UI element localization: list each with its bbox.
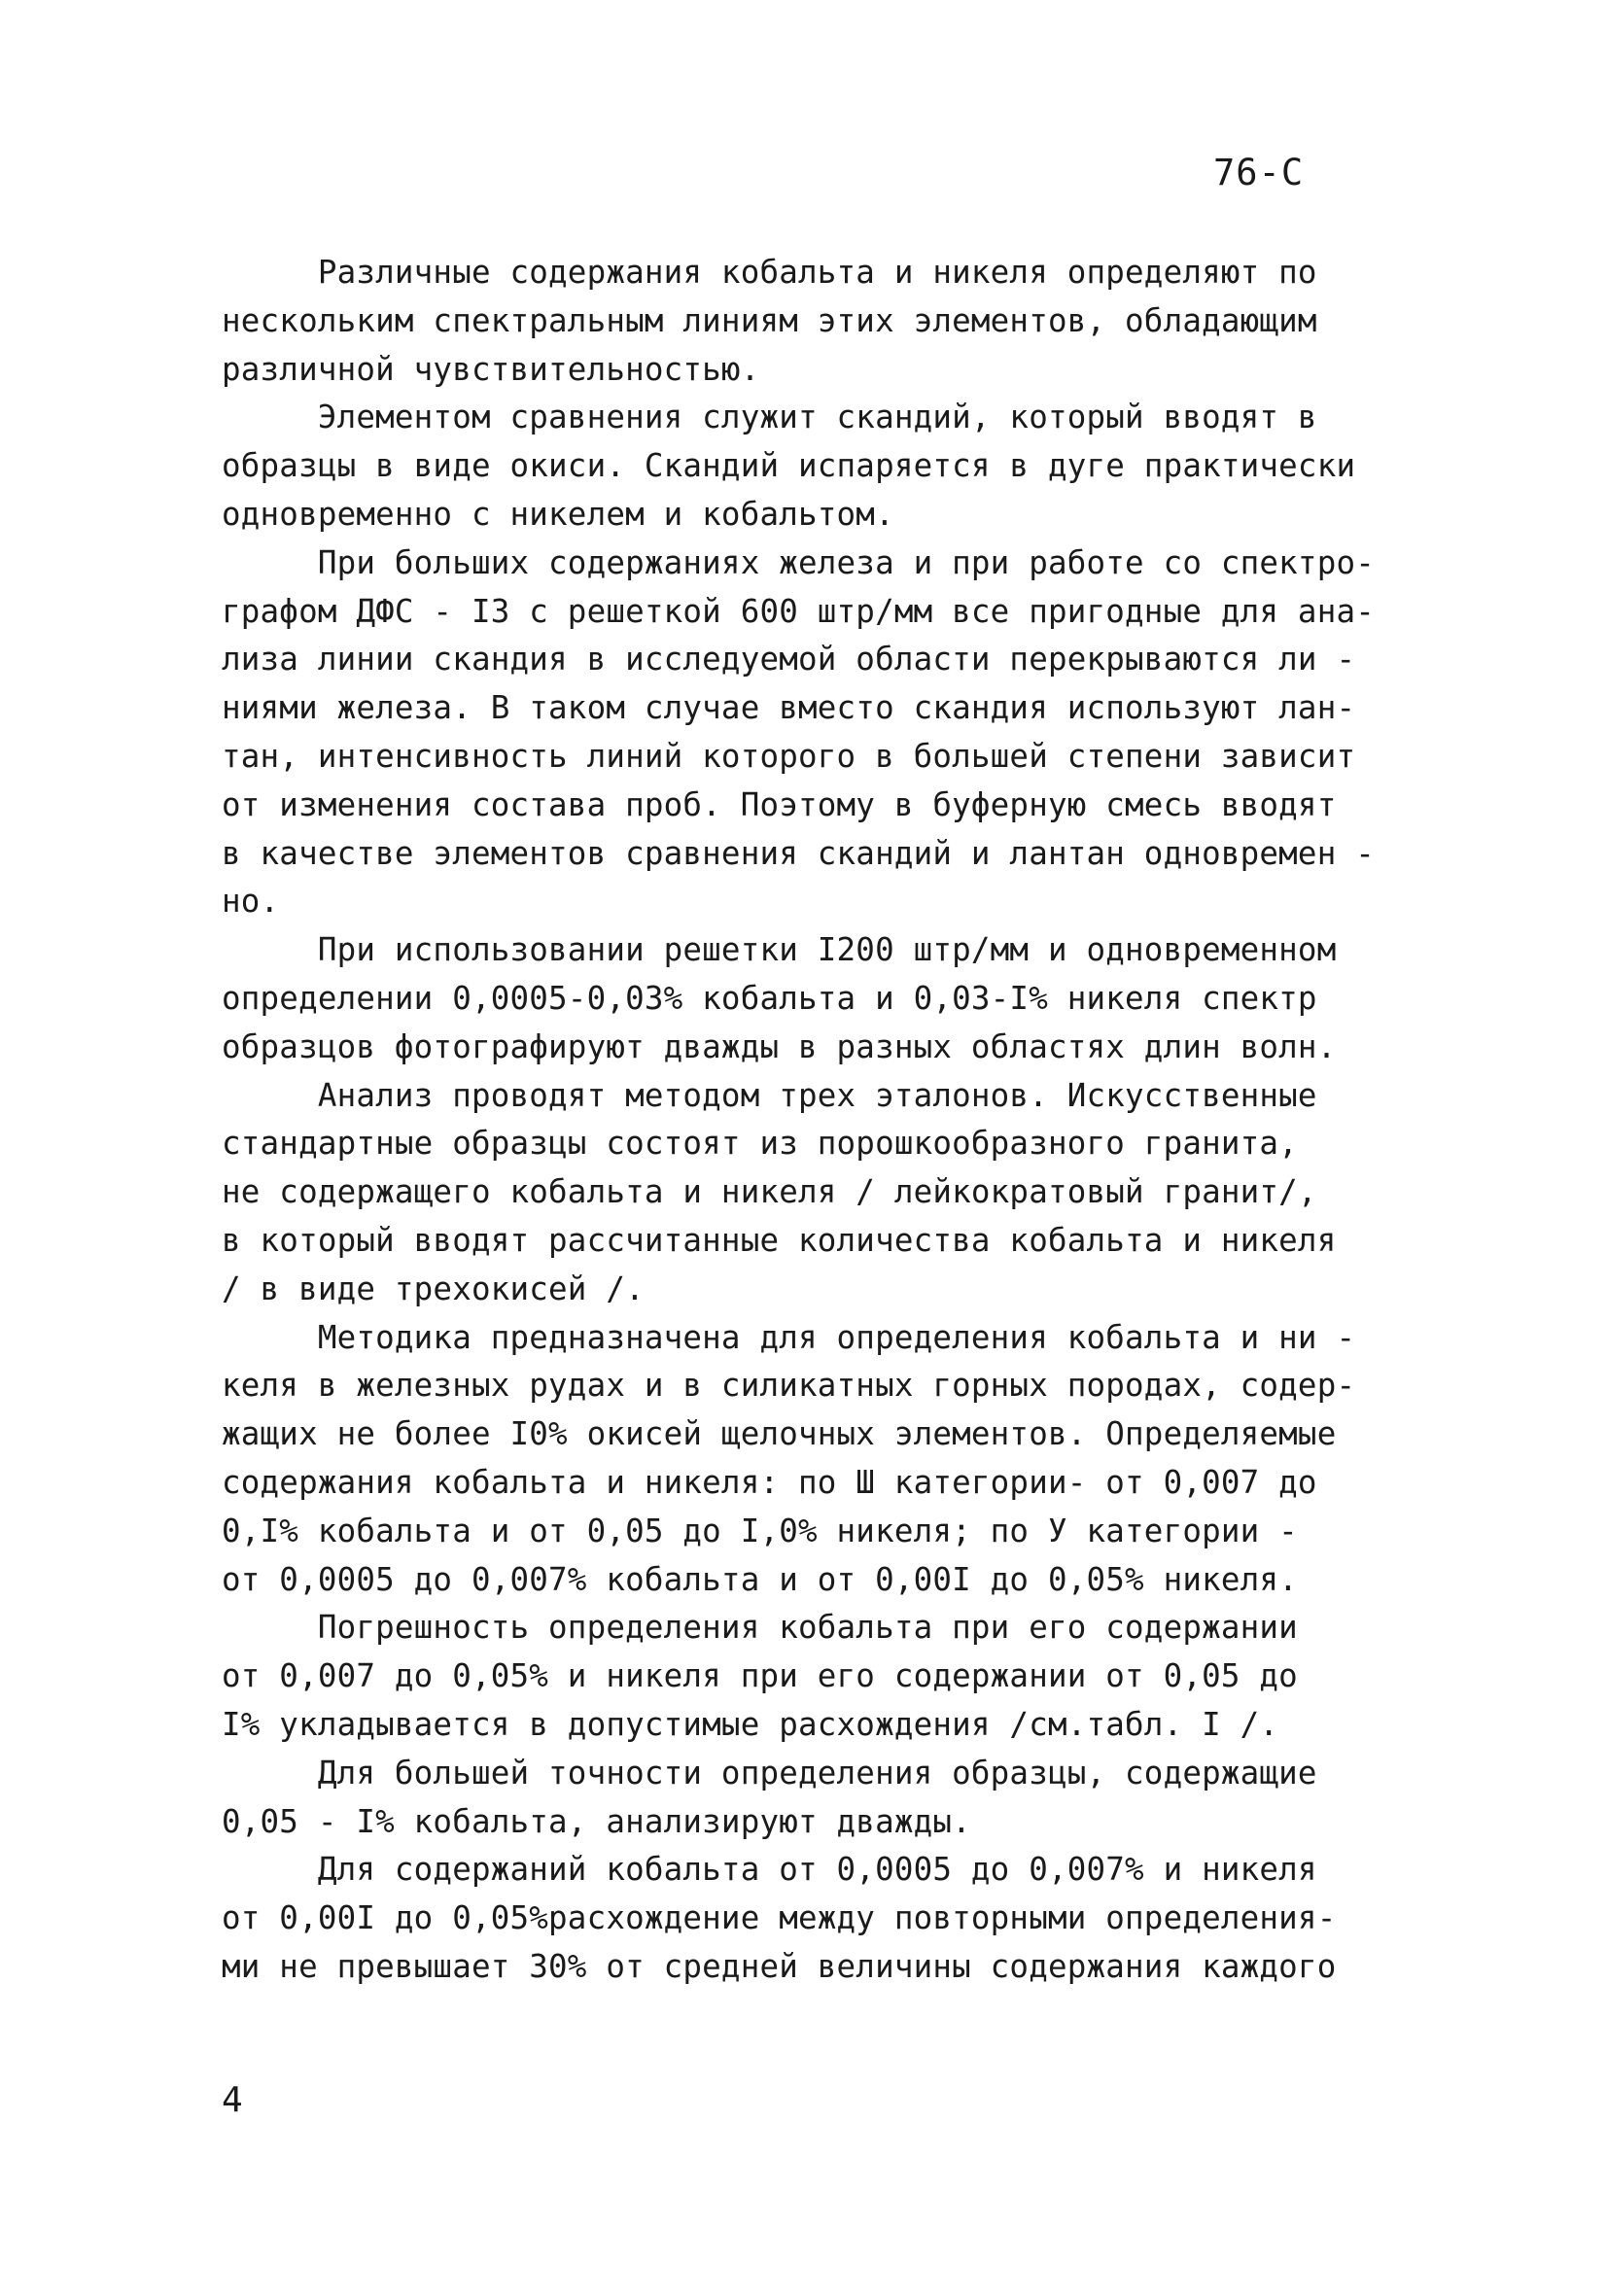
text-line: определении 0,0005-0,03% кобальта и 0,03-I% никеля спектр [222,979,1317,1017]
text-line: нескольким спектральным линиям этих элементов, обладающим [222,301,1317,339]
text-line: Для большей точности определения образцы, содержащие [222,1754,1317,1792]
text-line: 0,I% кобальта и от 0,05 до I,0% никеля; по У категории - [222,1512,1298,1549]
text-line: тан, интенсивность линий которого в большей степени зависит [222,737,1356,775]
text-line: графом ДФС - I3 с решеткой 600 штр/мм все пригодные для ана- [222,592,1375,630]
text-line: При больших содержаниях железа и при работе со спектро- [222,543,1375,581]
text-line: 0,05 - I% кобальта, анализируют дважды. [222,1802,971,1840]
text-line: Анализ проводят методом трех эталонов. Искусственные [222,1076,1317,1114]
text-line: Элементом сравнения служит скандий, который вводят в [222,399,1317,436]
text-line: стандартные образцы состоят из порошкообразного гранита, [222,1125,1298,1163]
text-line: ми не превышает 30% от средней величины содержания каждого [222,1947,1337,1985]
text-line: Погрешность определения кобальта при его содержании [222,1609,1298,1647]
text-line: Для содержаний кобальта от 0,0005 до 0,007% и никеля [222,1851,1317,1889]
text-line: в качестве элементов сравнения скандий и лантан одновремен - [222,834,1375,872]
text-line: от 0,00I до 0,05%расхождение между повторными определения- [222,1899,1337,1937]
text-line: I% укладывается в допустимые расхождения /см.табл. I /. [222,1705,1279,1743]
document-code: 76-С [1213,152,1305,193]
text-line: одновременно с никелем и кобальтом. [222,495,894,533]
text-line: ниями железа. В таком случае вместо скандия используют лан- [222,689,1356,727]
text-line: При использовании решетки I200 штр/мм и одновременном [222,931,1337,969]
text-line: образцов фотографируют дважды в разных областях длин волн. [222,1027,1337,1065]
text-line: содержания кобальта и никеля: по Ш категории- от 0,007 до [222,1463,1317,1501]
text-line: лиза линии скандия в исследуемой области перекрываются ли - [222,641,1356,678]
body-text [222,249,1427,1992]
text-line: от изменения состава проб. Поэтому в буферную смесь вводят [222,785,1337,823]
text-line: образцы в виде окиси. Скандий испаряется в дуге практически [222,447,1356,485]
page-number: 4 [222,2080,243,2120]
text-line: не содержащего кобальта и никеля / лейкократовый гранит/, [222,1173,1317,1211]
text-line: Различные содержания кобальта и никеля определяют по [222,254,1317,291]
text-line: / в виде трехокисей /. [222,1270,645,1307]
text-line: от 0,007 до 0,05% и никеля при его содержании от 0,05 до [222,1657,1298,1695]
text-line: различной чувствительностью. [222,350,760,388]
text-line: в который вводят рассчитанные количества кобальта и никеля [222,1221,1337,1259]
text-line: от 0,0005 до 0,007% кобальта и от 0,00I до 0,05% никеля. [222,1560,1298,1598]
text-line: келя в железных рудах и в силикатных горных породах, содер- [222,1367,1356,1405]
text-line: жащих не более I0% окисей щелочных элементов. Определяемые [222,1415,1337,1453]
text-line: но. [222,883,280,921]
text-line: Методика предназначена для определения кобальта и ни - [222,1318,1356,1356]
